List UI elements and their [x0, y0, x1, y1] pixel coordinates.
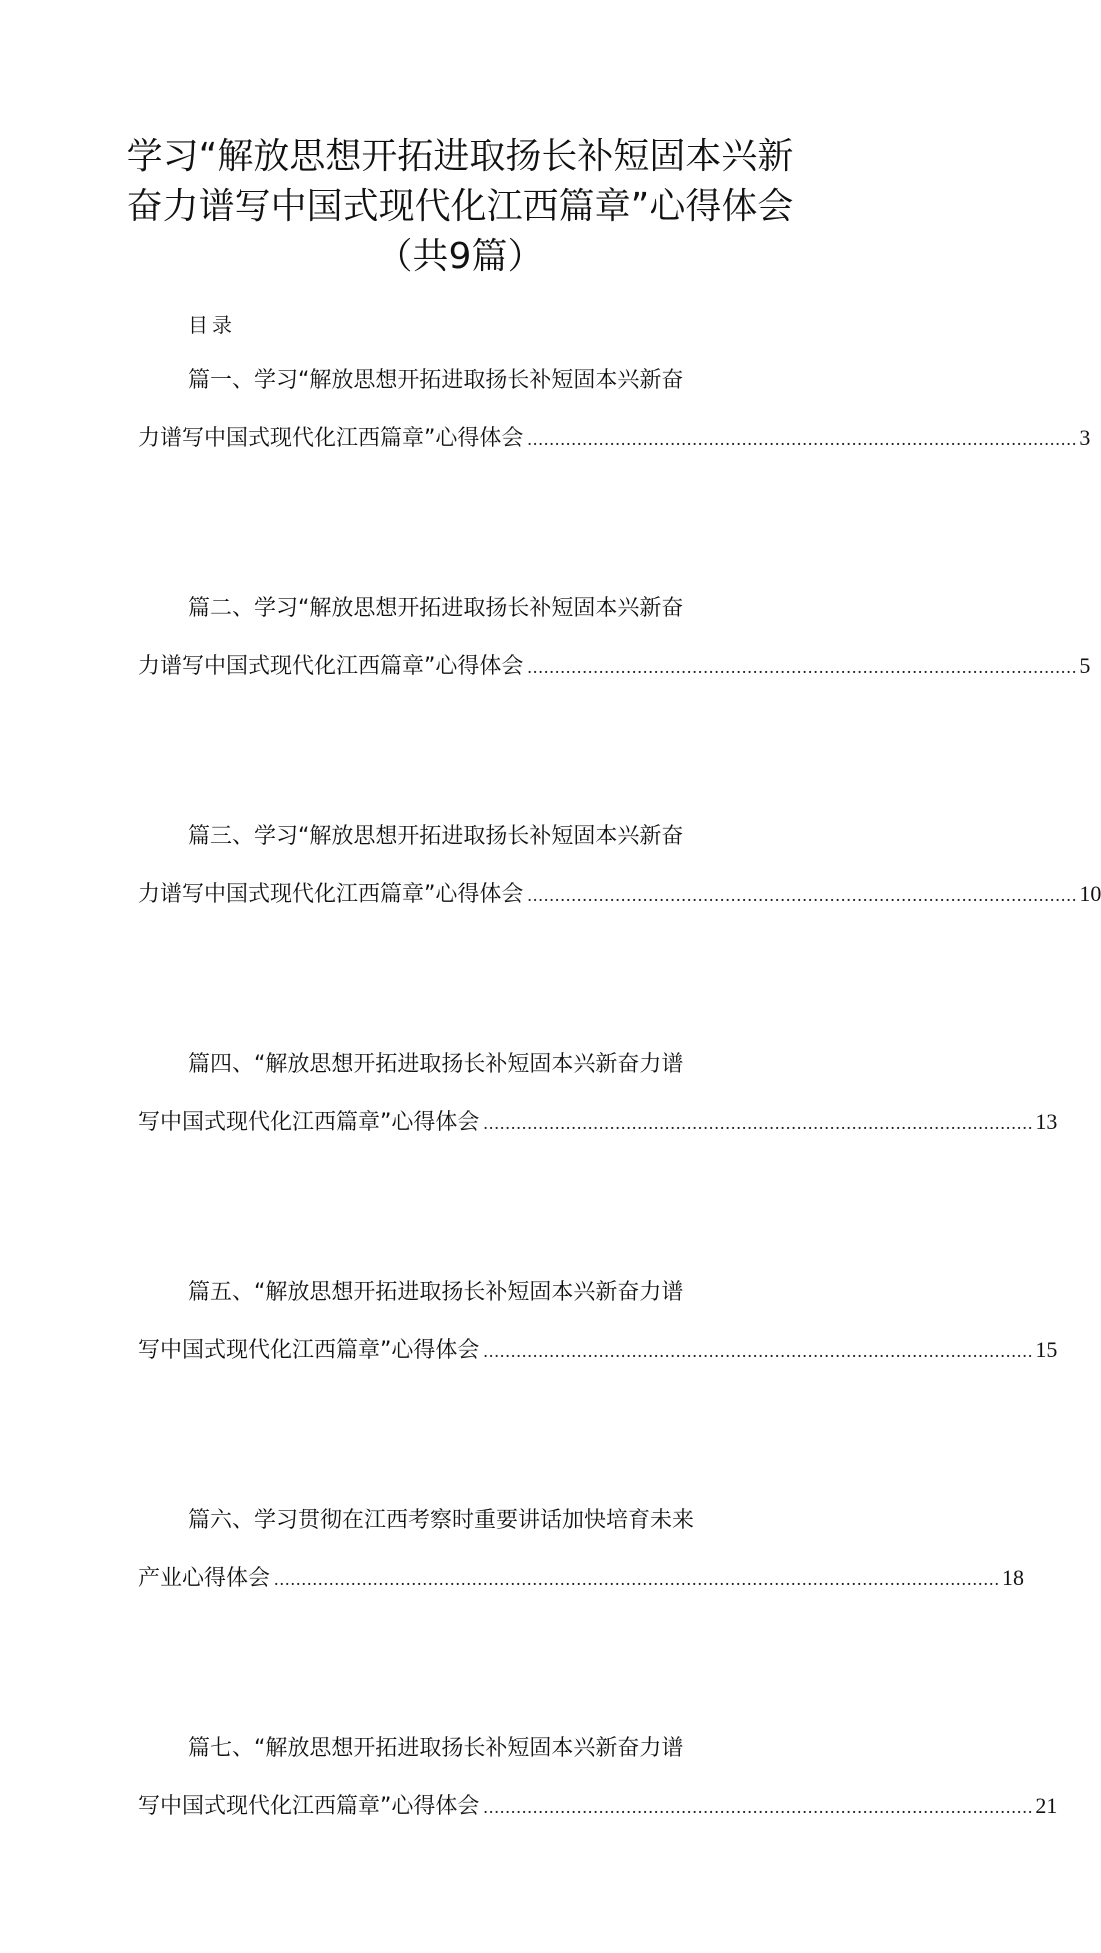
- toc-entry-title-line1: 篇二、学习“解放思想开拓进取扬长补短固本兴新奋: [188, 596, 684, 621]
- toc-page-number: 10: [1079, 881, 1101, 906]
- toc-page-number: 18: [1002, 1565, 1025, 1590]
- toc-dot-leader: ....................................................................................................: [527, 657, 1078, 677]
- toc-entry-title-tail: 写中国式现代化江西篇章”心得体会: [138, 1794, 480, 1819]
- toc-entry-title-line2: [138, 1098, 1058, 1146]
- toc-entry-title-line1: 篇六、学习贯彻在江西考察时重要讲话加快培育未来: [188, 1508, 695, 1533]
- toc-entry-7[interactable]: [138, 1725, 1058, 1953]
- toc-dot-leader: ....................................................................................................: [527, 885, 1078, 905]
- toc-entry-title-line2: [138, 870, 1101, 918]
- toc-dot-leader: ....................................................................................................: [527, 429, 1078, 449]
- toc-page-number: 15: [1035, 1337, 1058, 1362]
- toc-page-number: 21: [1035, 1793, 1058, 1818]
- toc-entry-6[interactable]: [138, 1497, 1025, 1725]
- toc-entry-title-line2: [138, 1554, 1025, 1602]
- toc-entry-title-line2: [138, 414, 1091, 462]
- title-line-1: 学习“解放思想开拓进取扬长补短固本兴新: [126, 136, 794, 177]
- toc-entry-4[interactable]: [138, 1041, 1058, 1269]
- toc-page-number: 5: [1079, 653, 1091, 678]
- toc-entry-title-tail: 力谱写中国式现代化江西篇章”心得体会: [138, 654, 524, 679]
- toc-heading: 目录: [188, 313, 236, 337]
- toc-entry-3[interactable]: [138, 813, 1101, 1041]
- toc-dot-leader: ....................................................................................................: [483, 1797, 1034, 1817]
- toc-entry-title-tail: 力谱写中国式现代化江西篇章”心得体会: [138, 426, 524, 451]
- title-line-2: 奋力谱写中国式现代化江西篇章”心得体会: [126, 186, 794, 227]
- toc-entry-title-line2: [138, 1326, 1058, 1374]
- toc-dot-leader: ....................................................................................................: [483, 1341, 1034, 1361]
- toc-entry-title-tail: 力谱写中国式现代化江西篇章”心得体会: [138, 882, 524, 907]
- toc-entry-title-line1: 篇五、“解放思想开拓进取扬长补短固本兴新奋力谱: [188, 1280, 684, 1305]
- toc-entry-title-line1: 篇七、“解放思想开拓进取扬长补短固本兴新奋力谱: [188, 1736, 684, 1761]
- table-of-contents: [138, 357, 1101, 1953]
- toc-entry-title-line2: [138, 642, 1091, 690]
- toc-entry-title-line2: [138, 1782, 1058, 1830]
- toc-entry-2[interactable]: [138, 585, 1091, 813]
- toc-dot-leader: ....................................................................................................: [483, 1113, 1034, 1133]
- toc-entry-1[interactable]: [138, 357, 1091, 585]
- toc-page-number: 3: [1079, 425, 1091, 450]
- toc-entry-title-tail: 产业心得体会: [138, 1566, 271, 1591]
- toc-entry-title-tail: 写中国式现代化江西篇章”心得体会: [138, 1110, 480, 1135]
- toc-entry-5[interactable]: [138, 1269, 1058, 1497]
- document-title: [60, 132, 860, 282]
- toc-entry-title-tail: 写中国式现代化江西篇章”心得体会: [138, 1338, 480, 1363]
- toc-entry-title-line1: 篇一、学习“解放思想开拓进取扬长补短固本兴新奋: [188, 368, 684, 393]
- toc-dot-leader: ....................................................................................................................................: [274, 1569, 1001, 1589]
- toc-entry-title-line1: 篇三、学习“解放思想开拓进取扬长补短固本兴新奋: [188, 824, 684, 849]
- toc-entry-title-line1: 篇四、“解放思想开拓进取扬长补短固本兴新奋力谱: [188, 1052, 684, 1077]
- toc-page-number: 13: [1035, 1109, 1058, 1134]
- title-line-3: （共9篇）: [376, 236, 544, 277]
